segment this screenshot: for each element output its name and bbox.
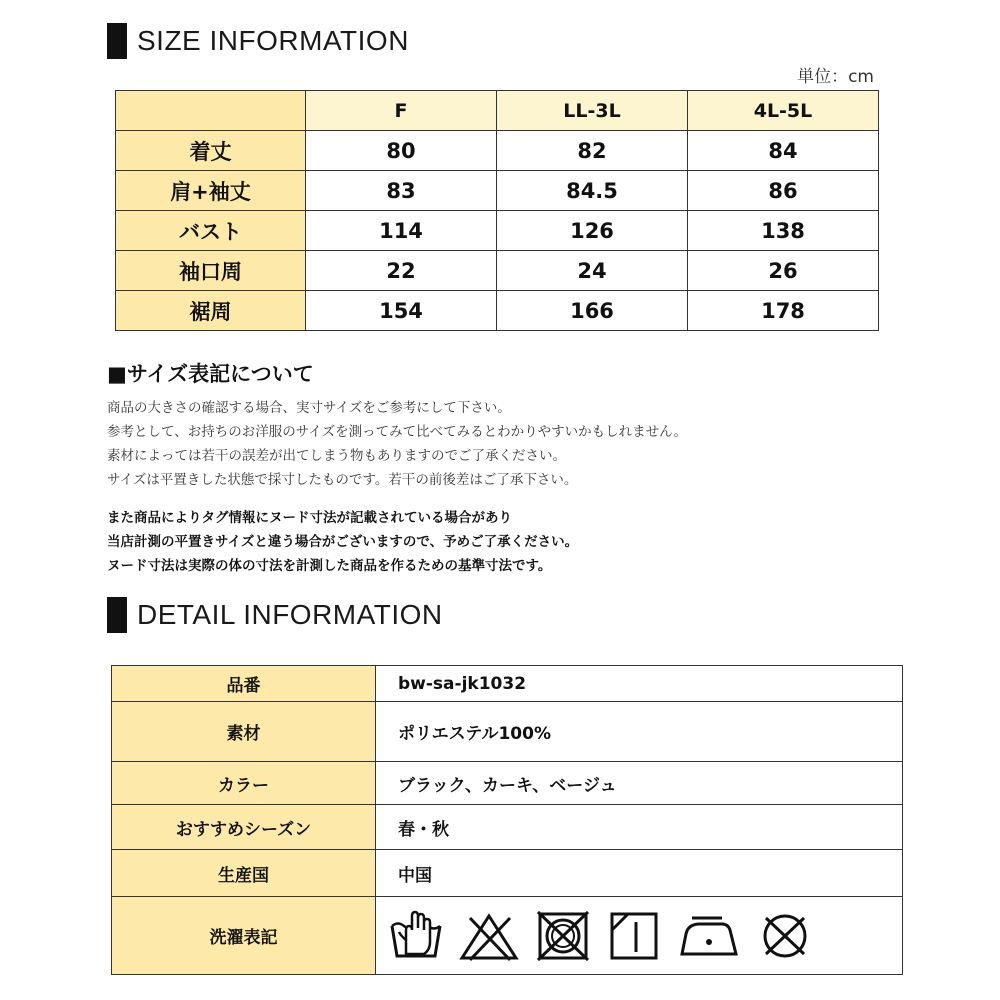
row-label: 裾周 — [116, 291, 306, 331]
unit-label: 単位：cm — [797, 67, 874, 87]
table-row — [112, 666, 903, 702]
table-row — [116, 251, 879, 291]
heading-bar — [107, 23, 127, 59]
note-line: 素材によっては若干の誤差が出てしまう物もありますのでご了承ください。 — [107, 448, 566, 464]
size-table-header-row — [116, 91, 879, 131]
note-bold-line: また商品によりタグ情報にヌード寸法が記載されている場合があり — [107, 510, 512, 526]
size-column-ll-3l: LL-3L — [497, 91, 688, 131]
detail-value: bw-sa-jk1032 — [376, 666, 903, 702]
notes-spacer — [107, 492, 907, 506]
heading-bar — [107, 597, 127, 633]
size-value: 26 — [688, 251, 879, 291]
row-label: 袖口周 — [116, 251, 306, 291]
size-value: 178 — [688, 291, 879, 331]
size-column-f: F — [306, 91, 497, 131]
detail-label: 品番 — [112, 666, 376, 702]
table-row — [112, 850, 903, 897]
size-table — [115, 90, 879, 331]
note-line: 商品の大きさの確認する場合、実寸サイズをご参考にして下さい。 — [107, 400, 511, 416]
detail-label: おすすめシーズン — [112, 805, 376, 850]
detail-label: 素材 — [112, 702, 376, 762]
table-row — [112, 897, 903, 975]
size-value: 114 — [306, 211, 497, 251]
size-value: 86 — [688, 171, 879, 211]
row-label: 着丈 — [116, 131, 306, 171]
size-table-corner-cell — [116, 91, 306, 131]
size-column-4l-5l: 4L-5L — [688, 91, 879, 131]
table-row — [112, 702, 903, 762]
detail-table — [111, 665, 903, 975]
detail-information-heading — [107, 597, 443, 633]
size-value: 84 — [688, 131, 879, 171]
size-value: 138 — [688, 211, 879, 251]
size-information-title: SIZE INFORMATION — [137, 25, 409, 56]
no-tumble-dry-icon — [534, 908, 592, 964]
detail-value: ポリエステル100% — [376, 702, 903, 762]
note-line: 参考として、お持ちのお洋服のサイズを測ってみて比べてみるとわかりやすいかもしれません。 — [107, 424, 687, 440]
drip-dry-shade-icon — [606, 908, 662, 964]
detail-value: 中国 — [376, 850, 903, 897]
detail-value: 春・秋 — [376, 805, 903, 850]
size-value: 22 — [306, 251, 497, 291]
iron-low-temperature-icon — [676, 908, 742, 964]
note-line: サイズは平置きした状態で採寸したものです。若干の前後差はご了承下さい。 — [107, 472, 578, 488]
size-value: 126 — [497, 211, 688, 251]
note-bold-line: ヌード寸法は実際の体の寸法を計測した商品を作るための基準寸法です。 — [107, 558, 552, 574]
size-value: 83 — [306, 171, 497, 211]
size-value: 84.5 — [497, 171, 688, 211]
table-row — [116, 171, 879, 211]
table-row — [112, 762, 903, 805]
size-information-heading — [107, 23, 409, 59]
table-row — [116, 291, 879, 331]
care-symbols — [388, 908, 902, 964]
size-value: 154 — [306, 291, 497, 331]
detail-label: カラー — [112, 762, 376, 805]
size-value: 82 — [497, 131, 688, 171]
care-symbols-cell — [376, 897, 903, 975]
row-label: 肩+袖丈 — [116, 171, 306, 211]
size-notes — [107, 358, 907, 578]
size-value: 80 — [306, 131, 497, 171]
row-label: バスト — [116, 211, 306, 251]
table-row — [116, 211, 879, 251]
detail-label: 洗濯表記 — [112, 897, 376, 975]
size-value: 166 — [497, 291, 688, 331]
detail-label: 生産国 — [112, 850, 376, 897]
hand-wash-icon — [388, 908, 444, 964]
detail-value: ブラック、カーキ、ベージュ — [376, 762, 903, 805]
note-bold-line: 当店計測の平置きサイズと違う場合がございますので、予めご了承ください。 — [107, 534, 579, 550]
size-value: 24 — [497, 251, 688, 291]
detail-information-title: DETAIL INFORMATION — [137, 599, 443, 630]
table-row — [112, 805, 903, 850]
no-bleach-icon — [458, 908, 520, 964]
no-dry-clean-icon — [756, 908, 814, 964]
table-row — [116, 131, 879, 171]
size-notes-title: ■サイズ表記について — [107, 362, 314, 386]
